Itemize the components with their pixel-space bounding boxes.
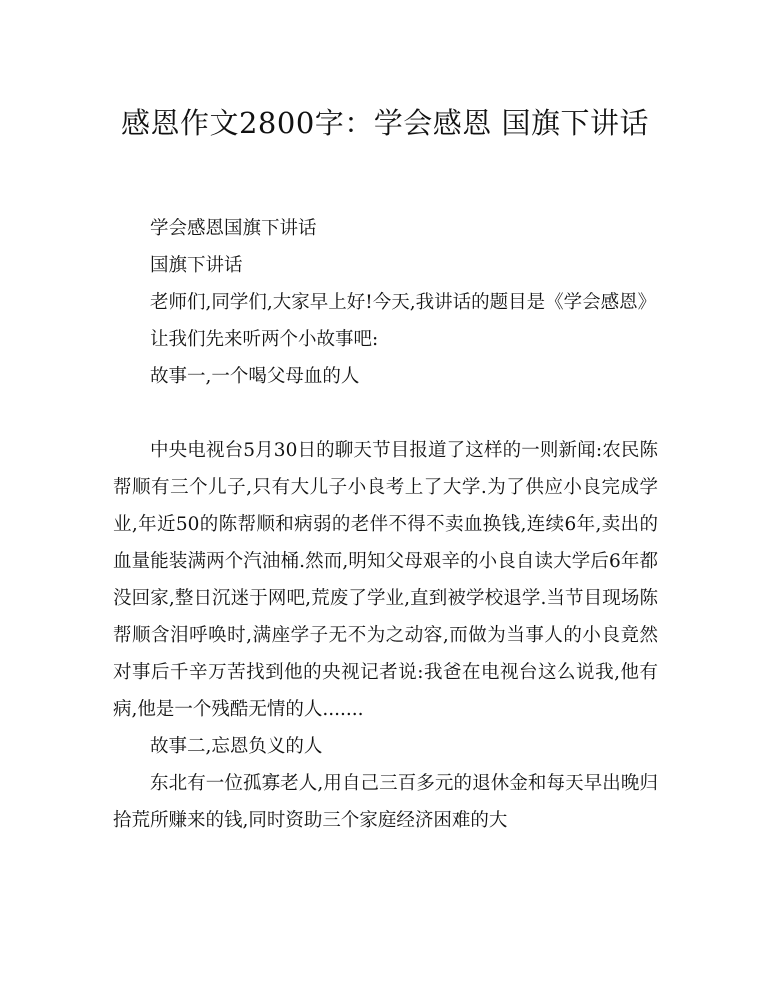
paragraph-spacer [113,395,658,432]
paragraph-story-one-body: 中央电视台5月30日的聊天节目报道了这样的一则新闻:农民陈帮顺有三个儿子,只有大儿子小良考上了大学.为了供应小良完成学业,年近50的陈帮顺和病弱的老伴不得不卖血换钱,连续6年,卖出的血量能装满两个汽油桶.然而,明知父母艰辛的小良自读大学后6年都没回家,整日沉迷于网吧,荒废了学业,直到被学校退学.当节目现场陈帮顺含泪呼唤时,满座学子无不为之动容,而做为当事人的小良竟然对事后千辛万苦找到他的央视记者说:我爸在电视台这么说我,他有病,他是一个残酷无情的人....... [113,440,658,720]
paragraph-story-one-heading: 故事一,一个喝父母血的人 [150,366,360,387]
document-body [113,210,658,839]
paragraph-story-two-body: 东北有一位孤寡老人,用自己三百多元的退休金和每天早出晚归拾荒所赚来的钱,同时资助三个家庭经济困难的大 [113,773,658,831]
paragraph-greeting: 老师们,同学们,大家早上好!今天,我讲话的题目是《学会感恩》 [150,292,657,313]
paragraph-speech-title: 学会感恩国旗下讲话 [150,218,317,239]
paragraph-speech-type: 国旗下讲话 [150,255,243,276]
paragraph-intro: 让我们先来听两个小故事吧: [150,329,379,350]
document-title: 感恩作文2800字：学会感恩 国旗下讲话 [120,106,650,141]
paragraph-story-two-heading: 故事二,忘恩负义的人 [150,736,323,757]
